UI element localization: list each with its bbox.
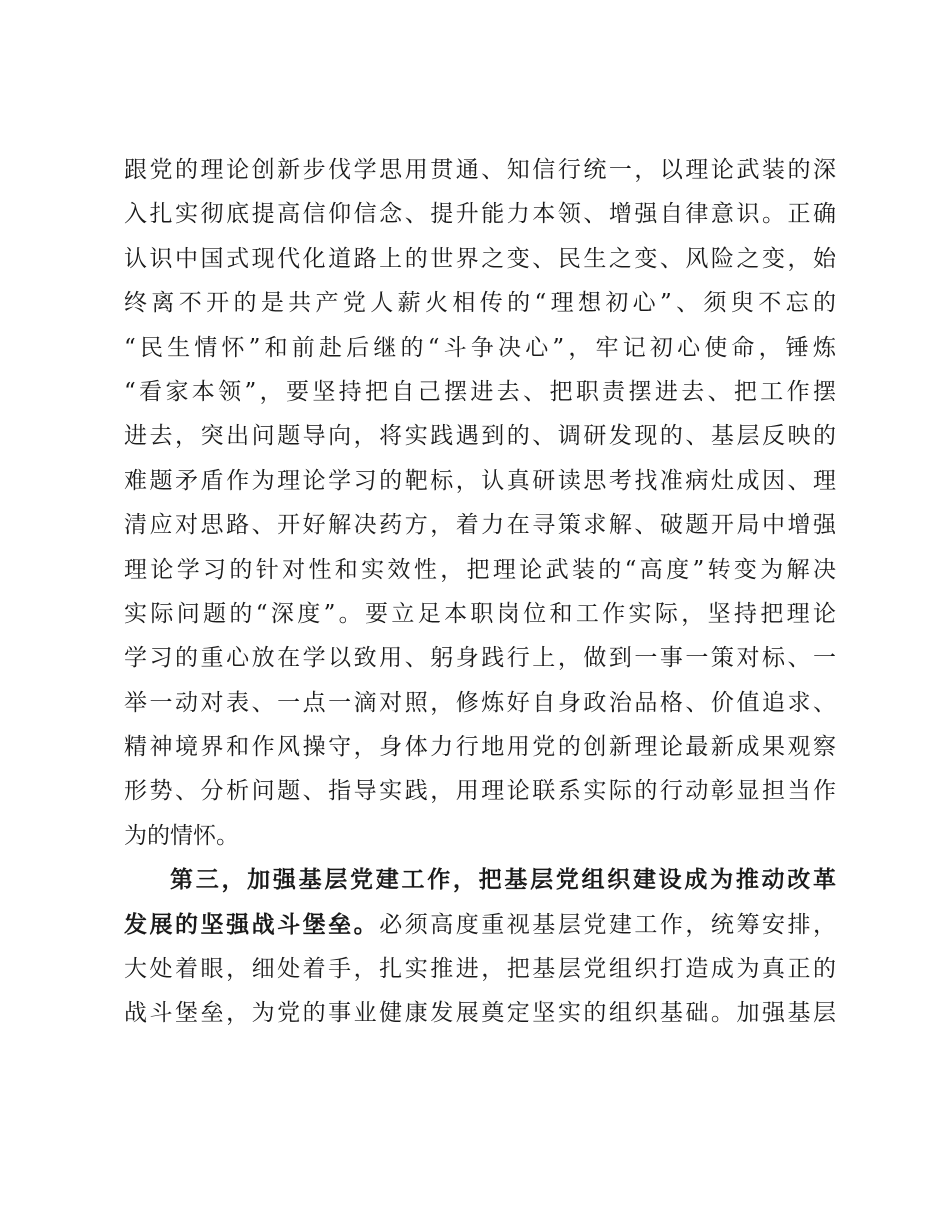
text-line: 战斗堡垒，为党的事业健康发展奠定坚实的组织基础。加强基层 xyxy=(124,1000,836,1027)
text-line: “看家本领”，要坚持把自己摆进去、把职责摆进去、把工作摆 xyxy=(124,378,836,405)
text-line: 进去，突出问题导向，将实践遇到的、调研发现的、基层反映的 xyxy=(124,423,836,450)
text-line: 理论学习的针对性和实效性，把理论武装的“高度”转变为解决 xyxy=(124,556,836,583)
text-line: 清应对思路、开好解决药方，着力在寻策求解、破题开局中增强 xyxy=(124,512,836,539)
text-line: 终离不开的是共产党人薪火相传的“理想初心”、须臾不忘的 xyxy=(124,290,836,317)
text-line: 实际问题的“深度”。要立足本职岗位和工作实际，坚持把理论 xyxy=(124,600,836,627)
text-line: 大处着眼，细处着手，扎实推进，把基层党组织打造成为真正的 xyxy=(124,956,836,983)
document-body xyxy=(124,148,836,1036)
text-line xyxy=(124,903,836,947)
text-line: 入扎实彻底提高信仰信念、提升能力本领、增强自律意识。正确 xyxy=(124,201,836,228)
text-line: 精神境界和作风操守，身体力行地用党的创新理论最新成果观察 xyxy=(124,734,836,761)
section-heading-line: 第三，加强基层党建工作，把基层党组织建设成为推动改革 xyxy=(170,866,836,894)
text-line: 难题矛盾作为理论学习的靶标，认真研读思考找准病灶成因、理 xyxy=(124,467,836,494)
text-line: 形势、分析问题、指导实践，用理论联系实际的行动彰显担当作 xyxy=(124,778,836,805)
text-line: “民生情怀”和前赴后继的“斗争决心”，牢记初心使命，锤炼 xyxy=(124,334,836,361)
section-heading-end: 发展的坚强战斗堡垒。 xyxy=(124,910,380,938)
text-line: 跟党的理论创新步伐学思用贯通、知信行统一，以理论武装的深 xyxy=(124,157,836,183)
text-line: 为的情怀。 xyxy=(124,822,239,849)
text-line: 学习的重心放在学以致用、躬身践行上，做到一事一策对标、一 xyxy=(124,645,836,672)
text-line: 举一动对表、一点一滴对照，修炼好自身政治品格、价值追求、 xyxy=(124,689,836,716)
text-line: 认识中国式现代化道路上的世界之变、民生之变、风险之变，始 xyxy=(124,245,836,272)
text-segment: 必须高度重视基层党建工作，统筹安排， xyxy=(379,911,837,938)
